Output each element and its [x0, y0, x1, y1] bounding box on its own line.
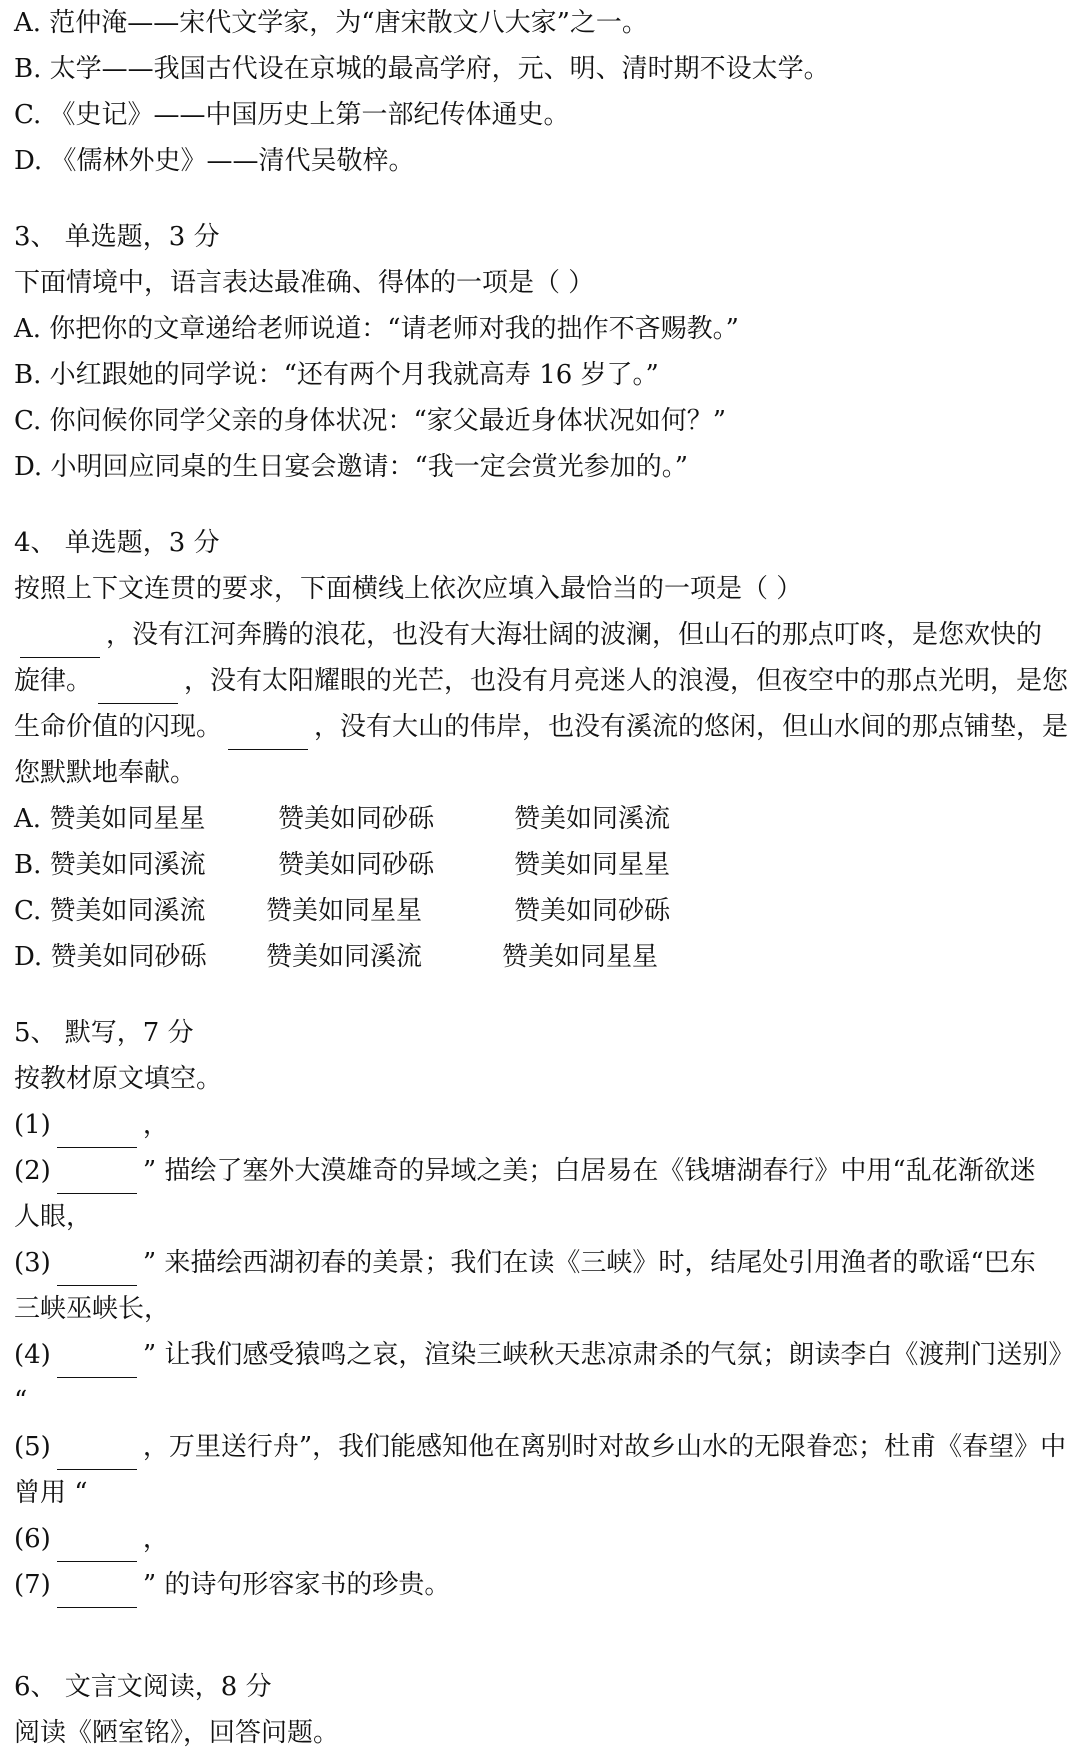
option-text: 赞美如同溪流 [49, 896, 206, 926]
option-label: B. [14, 850, 42, 880]
q4-header: 4、 单选题，3 分 [14, 528, 220, 558]
q4-option-d-part-3: 赞美如同星星 [502, 942, 659, 972]
fill-blank[interactable] [57, 1347, 137, 1378]
option-text: 赞美如同星星 [49, 804, 206, 834]
fill-blank[interactable] [57, 1117, 137, 1148]
q5-item-2-cont: 人眼， [14, 1202, 93, 1232]
q4-passage-text-2: 旋律。 [14, 666, 93, 696]
q4-option-b-part-3: 赞美如同星星 [514, 850, 671, 880]
q4-passage-line-3 [14, 704, 1070, 750]
q5-item-5-cont: 曾用 “ [14, 1478, 88, 1508]
q4-passage-line-2 [14, 658, 1070, 704]
q4-option-d-part-2: 赞美如同溪流 [266, 942, 423, 972]
spacer [14, 490, 1070, 520]
item-number: (3) [14, 1248, 51, 1278]
item-text: ，万里送行舟”，我们能感知他在离别时对故乡山水的无限眷恋；杜甫《春望》中 [142, 1432, 1067, 1462]
fill-blank[interactable] [57, 1531, 137, 1562]
exam-page [14, 0, 1075, 1756]
q3-option-b: B. 小红跟她的同学说：“还有两个月我就高寿 16 岁了。” [14, 360, 659, 390]
item-number: (5) [14, 1432, 51, 1462]
item-text: ” 让我们感受猿鸣之哀，渲染三峡秋天悲凉肃杀的气氛；朗读李白《渡荆门送别》 [142, 1340, 1075, 1370]
item-number: (2) [14, 1156, 51, 1186]
fill-blank[interactable] [57, 1577, 137, 1608]
q5-item-5 [14, 1424, 1070, 1470]
item-number: (4) [14, 1340, 51, 1370]
spacer [14, 980, 1070, 1010]
q4-option-b [14, 842, 1070, 888]
q4-passage-text-5: ，没有大山的伟岸，也没有溪流的悠闲，但山水间的那点铺垫，是 [314, 712, 1069, 742]
option-text: 赞美如同砂砾 [50, 942, 207, 972]
q4-option-d [14, 934, 1070, 980]
q5-item-1 [14, 1102, 1070, 1148]
q4-passage-text-4: 生命价值的闪现。 [14, 712, 223, 742]
q5-item-4-cont: “ [14, 1386, 28, 1416]
q3-option-d: D. 小明回应同桌的生日宴会邀请：“我一定会赏光参加的。” [14, 452, 689, 482]
option-label: A. [14, 804, 42, 834]
q4-stem: 按照上下文连贯的要求，下面横线上依次应填入最恰当的一项是（ ） [14, 574, 803, 604]
q5-item-2 [14, 1148, 1070, 1194]
q5-item-6 [14, 1516, 1070, 1562]
fill-blank[interactable] [57, 1163, 137, 1194]
q4-passage-text-3: ，没有太阳耀眼的光芒，也没有月亮迷人的浪漫，但夜空中的那点光明，是您 [184, 666, 1069, 696]
q4-option-b-part-2: 赞美如同砂砾 [278, 850, 435, 880]
q2-option-a: A. 范仲淹——宋代文学家，为“唐宋散文八大家”之一。 [14, 8, 648, 38]
q4-option-a-part-1 [14, 796, 278, 842]
q4-option-c-part-1 [14, 888, 266, 934]
fill-blank[interactable] [20, 627, 100, 658]
item-number: (1) [14, 1110, 51, 1140]
q5-header: 5、 默写，7 分 [14, 1018, 194, 1048]
option-label: C. [14, 896, 42, 926]
q5-stem: 按教材原文填空。 [14, 1064, 223, 1094]
q4-option-a-part-3: 赞美如同溪流 [514, 804, 671, 834]
q2-option-d: D. 《儒林外史》——清代吴敬梓。 [14, 146, 415, 176]
fill-blank[interactable] [228, 719, 308, 750]
q5-item-3 [14, 1240, 1070, 1286]
q4-option-c-part-3: 赞美如同砂砾 [514, 896, 671, 926]
q4-passage-text-1: ，没有江河奔腾的浪花，也没有大海壮阔的波澜，但山石的那点叮咚，是您欢快的 [106, 620, 1043, 650]
item-number: (6) [14, 1524, 51, 1554]
option-label: D. [14, 942, 43, 972]
item-text: ， [142, 1524, 169, 1554]
spacer [14, 184, 1070, 214]
item-number: (7) [14, 1570, 51, 1600]
q4-option-c [14, 888, 1070, 934]
q3-option-a: A. 你把你的文章递给老师说道：“请老师对我的拙作不吝赐教。” [14, 314, 739, 344]
q4-option-a-part-2: 赞美如同砂砾 [278, 804, 435, 834]
option-text: 赞美如同溪流 [49, 850, 206, 880]
q4-option-d-part-1 [14, 934, 266, 980]
q4-option-b-part-1 [14, 842, 278, 888]
q2-option-c: C. 《史记》——中国历史上第一部纪传体通史。 [14, 100, 570, 130]
q6-header: 6、 文言文阅读，8 分 [14, 1672, 272, 1702]
q3-header: 3、 单选题，3 分 [14, 222, 220, 252]
q4-option-c-part-2: 赞美如同星星 [266, 896, 423, 926]
fill-blank[interactable] [57, 1439, 137, 1470]
q6-stem: 阅读《陋室铭》，回答问题。 [14, 1718, 340, 1748]
q5-item-4 [14, 1332, 1075, 1378]
fill-blank[interactable] [57, 1255, 137, 1286]
q4-option-a [14, 796, 1070, 842]
q3-stem: 下面情境中，语言表达最准确、得体的一项是（ ） [14, 268, 595, 298]
fill-blank[interactable] [98, 673, 178, 704]
item-text: ” 描绘了塞外大漠雄奇的异域之美；白居易在《钱塘湖春行》中用“乱花渐欲迷 [142, 1156, 1036, 1186]
q4-passage-line-1 [14, 612, 1070, 658]
item-text: ， [142, 1110, 169, 1140]
q4-passage-line-4: 您默默地奉献。 [14, 758, 197, 788]
spacer [14, 1608, 1070, 1664]
q3-option-c: C. 你问候你同学父亲的身体状况：“家父最近身体状况如何？” [14, 406, 727, 436]
item-text: ” 的诗句形容家书的珍贵。 [142, 1570, 451, 1600]
q2-option-b: B. 太学——我国古代设在京城的最高学府，元、明、清时期不设太学。 [14, 54, 830, 84]
item-text: ” 来描绘西湖初春的美景；我们在读《三峡》时，结尾处引用渔者的歌谣“巴东 [142, 1248, 1036, 1278]
q5-item-7 [14, 1562, 1070, 1608]
q5-item-3-cont: 三峡巫峡长， [14, 1294, 171, 1324]
